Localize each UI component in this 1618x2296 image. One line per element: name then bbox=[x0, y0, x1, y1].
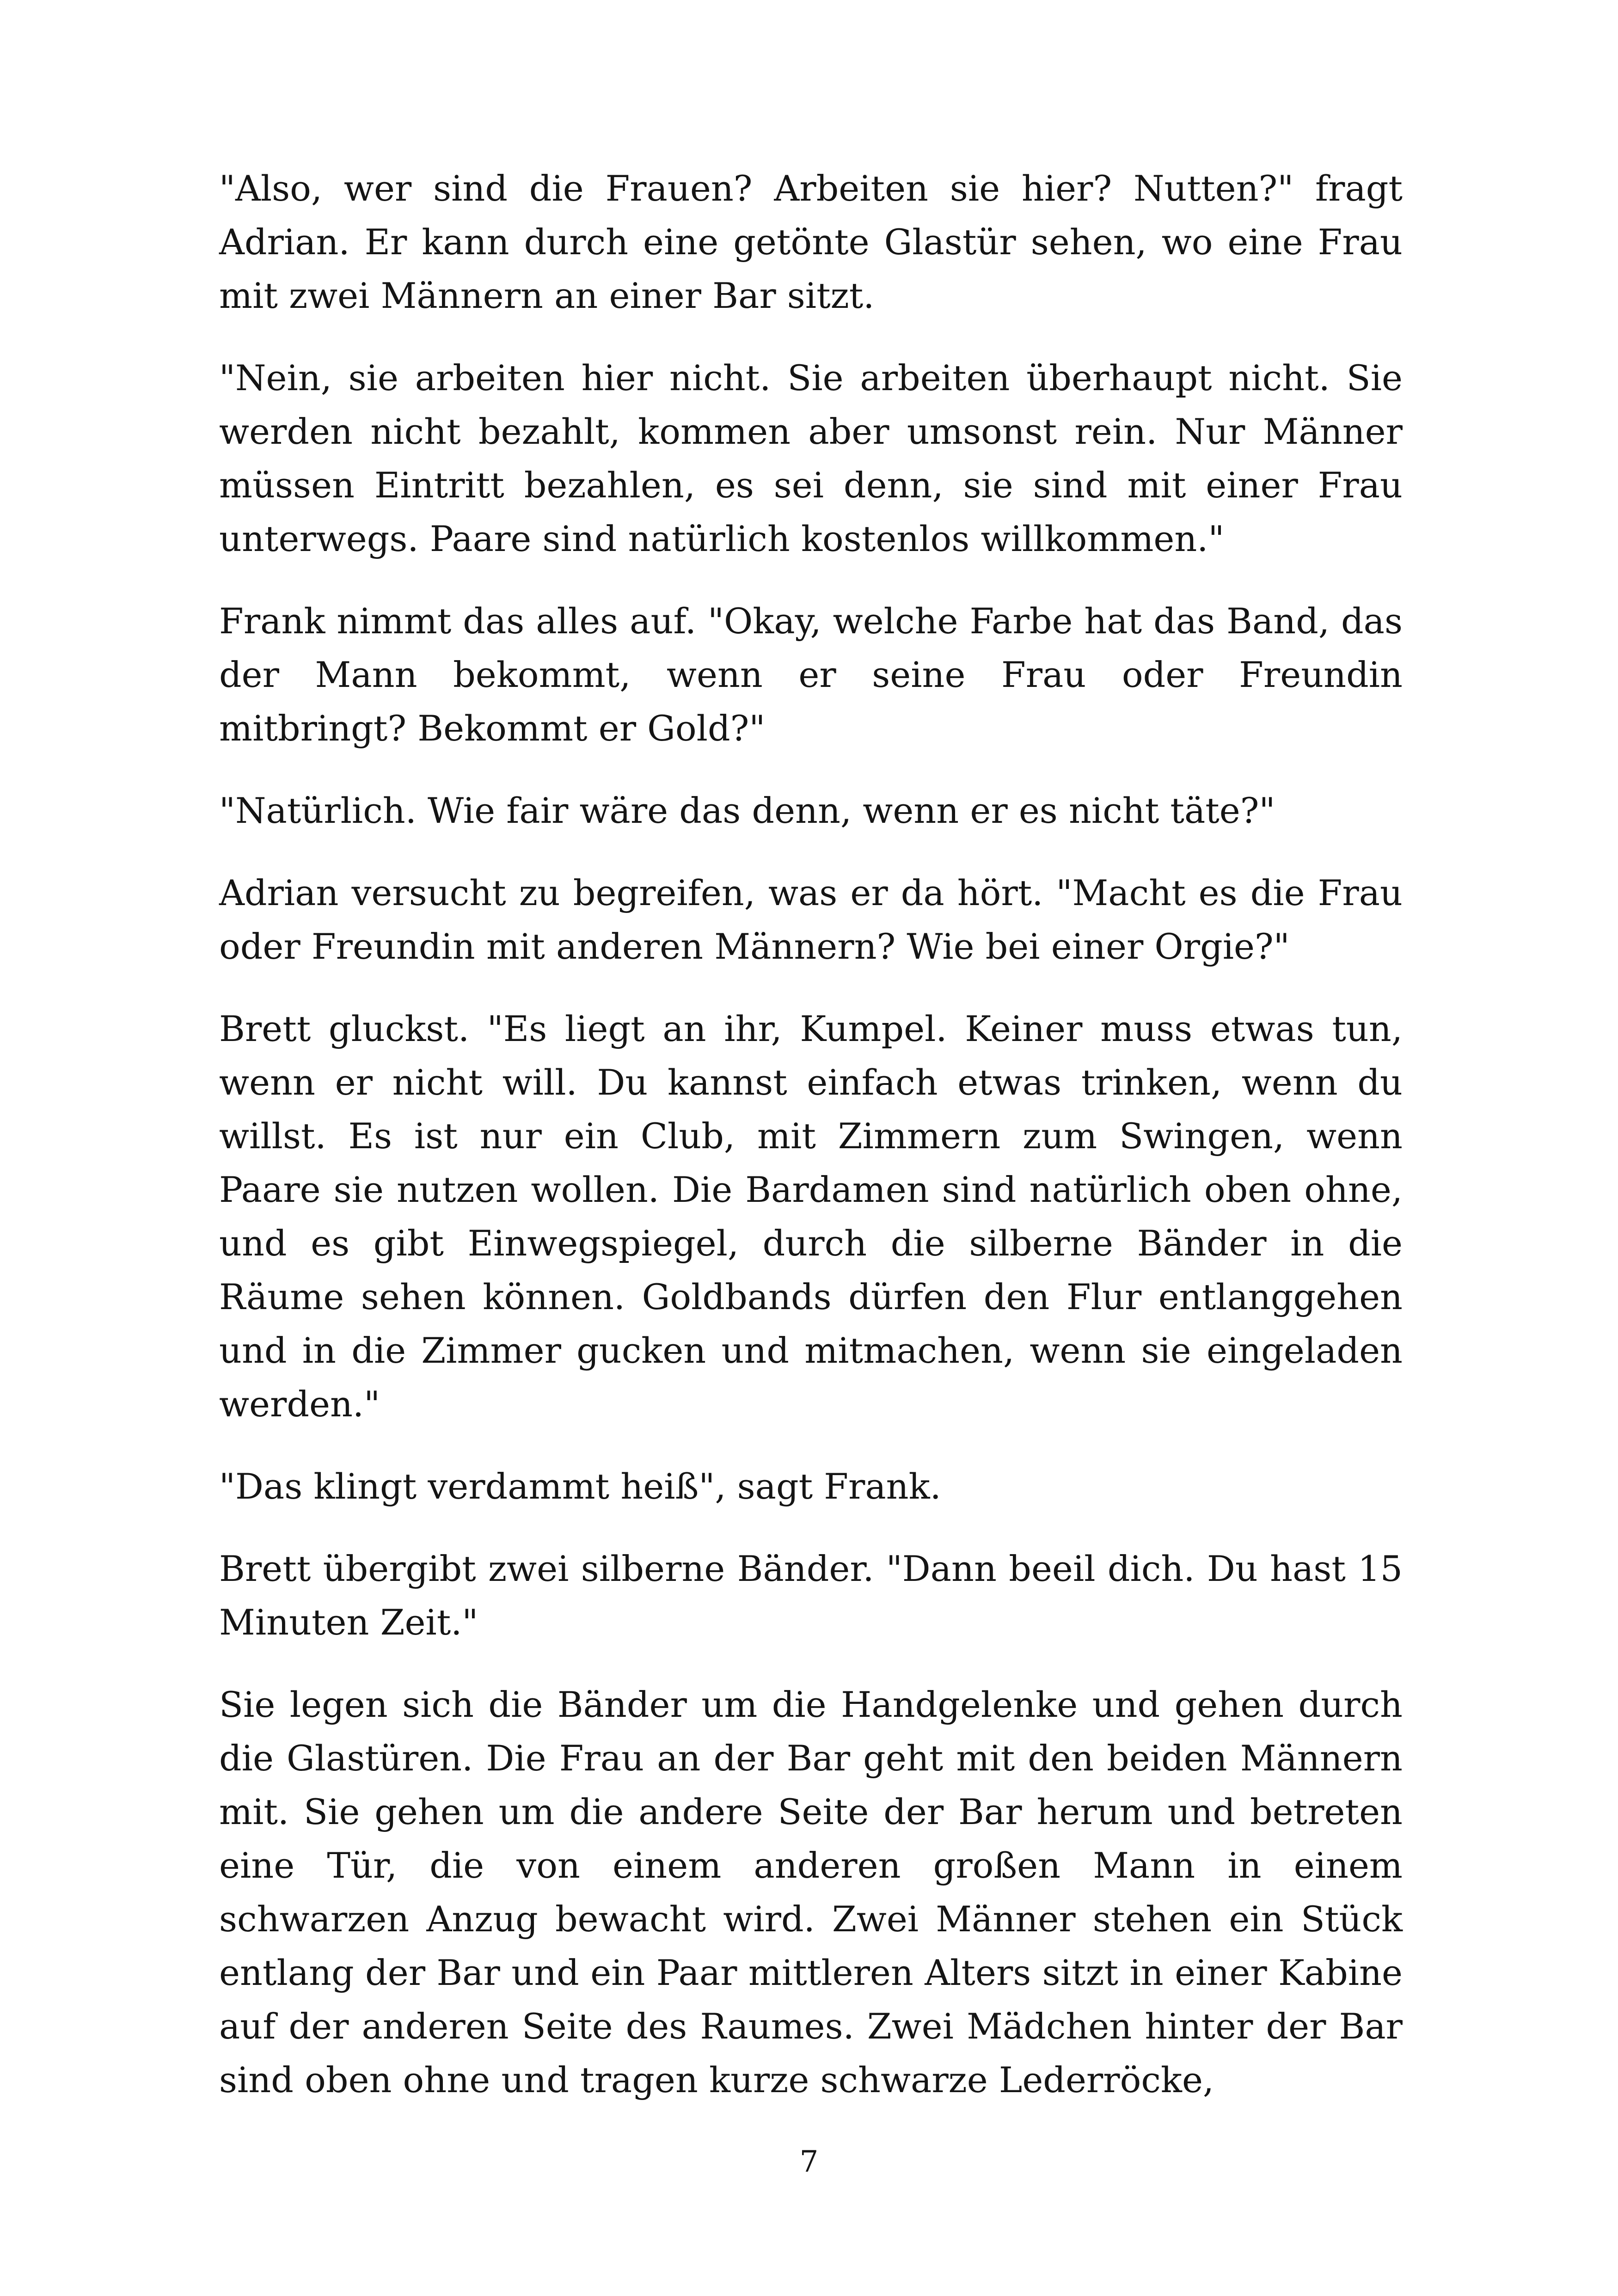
paragraph-7: "Das klingt verdammt heiß", sagt Frank. bbox=[219, 1466, 941, 1507]
paragraph-3: Frank nimmt das alles auf. "Okay, welche Farbe hat das Band, das der Mann bekommt, wenn er seine Frau oder Freundin mitbringt? Bekommt er Gold?" bbox=[219, 600, 1403, 749]
paragraph-1: "Also, wer sind die Frauen? Arbeiten sie hier? Nutten?" fragt Adrian. Er kann durch eine getönte Glastür sehen, wo eine Frau mit zwei Männern an einer Bar sitzt. bbox=[219, 168, 1403, 316]
paragraph-6: Brett gluckst. "Es liegt an ihr, Kumpel. Keiner muss etwas tun, wenn er nicht will. Du kannst einfach etwas trinken, wenn du willst. Es ist nur ein Club, mit Zimmern zum Swingen, wenn Paare sie nutzen wollen. Die Bardamen sind natürlich oben ohne, und es gibt Einwegspiegel, durch die silberne Bänder in die Räume sehen können. Goldbands dürfen den Flur entlanggehen und in die Zimmer gucken und mitmachen, wenn sie eingeladen werden." bbox=[219, 1008, 1403, 1425]
paragraph-2: "Nein, sie arbeiten hier nicht. Sie arbeiten überhaupt nicht. Sie werden nicht bezahlt, kommen aber umsonst rein. Nur Männer müssen Eintritt bezahlen, es sei denn, sie sind mit einer Frau unterwegs. Paare sind natürlich kostenlos willkommen." bbox=[219, 357, 1403, 559]
paragraph-8: Brett übergibt zwei silberne Bänder. "Dann beeil dich. Du hast 15 Minuten Zeit." bbox=[219, 1548, 1403, 1643]
page-number: 7 bbox=[799, 2145, 819, 2179]
paragraph-5: Adrian versucht zu begreifen, was er da hört. "Macht es die Frau oder Freundin mit anderen Männern? Wie bei einer Orgie?" bbox=[219, 872, 1403, 967]
body-text bbox=[219, 162, 1403, 2136]
paragraph-4: "Natürlich. Wie fair wäre das denn, wenn er es nicht täte?" bbox=[219, 790, 1275, 831]
paragraph-9: Sie legen sich die Bänder um die Handgelenke und gehen durch die Glastüren. Die Frau an der Bar geht mit den beiden Männern mit. Sie gehen um die andere Seite der Bar herum und betreten eine Tür, die von einem anderen großen Mann in einem schwarzen Anzug bewacht wird. Zwei Männer stehen ein Stück entlang der Bar und ein Paar mittleren Alters sitzt in einer Kabine auf der anderen Seite des Raumes. Zwei Mädchen hinter der Bar sind oben ohne und tragen kurze schwarze Lederröcke, bbox=[219, 1684, 1403, 2100]
